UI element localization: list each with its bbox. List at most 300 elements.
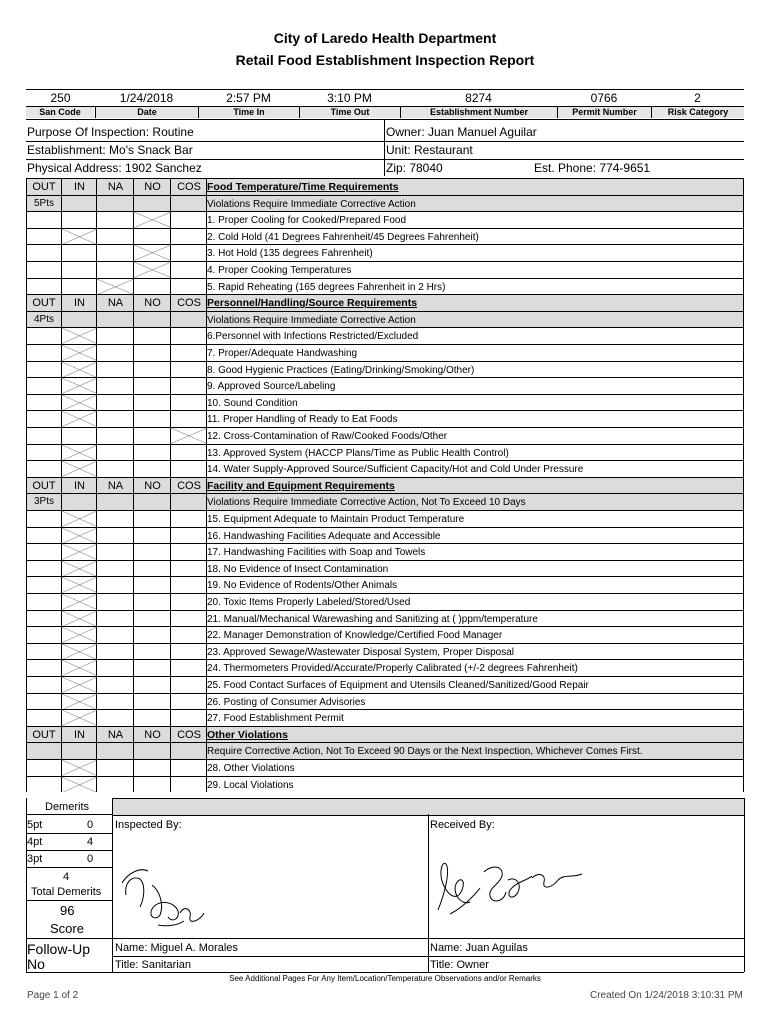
check-cell-no [134,611,171,627]
check-cell-no [134,229,171,245]
check-cell-cos [171,411,207,427]
header-value: 2 [694,91,701,105]
column-label-no: NO [144,181,161,193]
section-points: 4Pts [33,313,54,325]
check-cell-out [26,245,62,261]
section-title: Other Violations [207,728,288,741]
header-label: Risk Category [651,107,744,118]
checklist-item-row [26,643,744,660]
check-cell-no [134,362,171,378]
column-label-na: NA [107,181,124,193]
checklist-item-text: 18. No Evidence of Insect Contamination [207,563,389,575]
check-cell-na [97,694,134,710]
checklist-item-row [26,576,744,593]
check-cell-cos [171,677,207,693]
section-points: 3Pts [33,496,54,508]
section-subtitle-row [26,195,744,212]
header-value: 2:57 PM [226,91,271,105]
divider [26,814,112,815]
header-value: 8274 [465,91,492,105]
check-cell-cos [171,710,207,726]
check-cell-no [134,378,171,394]
x-mark-icon [62,528,97,544]
page-number: Page 1 of 2 [27,990,79,1001]
section-header-row [26,294,744,311]
section-title: Food Temperature/Time Requirements [207,181,399,193]
header-value: 250 [50,91,71,105]
purpose-of-inspection: Purpose Of Inspection: Routine [27,125,194,139]
check-cell-na [97,743,134,759]
checklist-item-text: 22. Manager Demonstration of Knowledge/Certified Food Manager [207,630,503,642]
checklist-item-row [26,693,744,710]
column-label-out: OUT [32,297,56,310]
header-label: Time Out [299,107,400,118]
header-label: Time In [198,107,299,118]
x-mark-icon [62,395,97,411]
column-label-na: NA [107,728,124,741]
checklist-item-text: 6.Personnel with Infections Restricted/Excluded [207,331,419,343]
checklist-item-row [26,527,744,544]
check-cell-no [134,511,171,527]
checklist-item-text: 14. Water Supply-Approved Source/Sufficient Capacity/Hot and Cold Under Pressure [207,464,584,476]
divider [112,938,744,939]
receiver-name: Name: Juan Aguilas [430,942,528,954]
x-mark-icon [62,611,97,627]
x-mark-icon [62,760,97,776]
checklist-item-row [26,560,744,577]
x-mark-icon [62,511,97,527]
header-label: Establishment Number [400,107,557,118]
check-cell-in [62,279,97,295]
x-mark-icon [134,212,171,228]
check-cell-no [134,660,171,676]
check-cell-na [97,428,134,444]
demerit-value-3pt: 0 [87,853,94,865]
check-cell-out [26,511,62,527]
check-cell-out [26,378,62,394]
check-cell-na [97,494,134,510]
checklist-item-row [26,709,744,726]
check-cell-na [97,660,134,676]
check-cell-out [26,611,62,627]
column-label-no: NO [144,297,161,310]
check-cell-no [134,494,171,510]
x-mark-icon [62,345,97,361]
check-cell-out [26,594,62,610]
check-cell-out [26,743,62,759]
checklist-item-text: 11. Proper Handling of Ready to Eat Foods [207,414,398,426]
column-label-out: OUT [32,181,56,193]
divider [384,119,385,176]
checklist-item-text: 10. Sound Condition [207,397,298,409]
checklist-item-row [26,444,744,461]
checklist-item-row [26,410,744,427]
check-cell-out [26,627,62,643]
demerit-value-4pt: 4 [87,836,94,848]
report-title-department: City of Laredo Health Department [273,30,497,46]
unit-type: Unit: Restaurant [386,143,473,157]
check-cell-na [97,362,134,378]
check-cell-na [97,312,134,328]
checklist-item-text: 24. Thermometers Provided/Accurate/Properly Calibrated (+/-2 degrees Fahrenheit) [207,663,578,675]
check-cell-cos [171,229,207,245]
checklist-item-row [26,543,744,560]
section-points: 5Pts [33,197,54,209]
check-cell-na [97,644,134,660]
column-label-in: IN [74,297,85,310]
check-cell-na [97,760,134,776]
column-label-in: IN [74,479,85,492]
x-mark-icon [97,279,134,295]
checklist-item-text: 28. Other Violations [207,763,295,774]
checklist-item-text: 25. Food Contact Surfaces of Equipment and Utensils Cleaned/Sanitized/Good Repair [207,680,589,691]
check-cell-out [26,544,62,560]
checklist-item-row [26,676,744,693]
total-demerits-value: 4 [63,871,70,883]
check-cell-no [134,312,171,328]
x-mark-icon [62,660,97,676]
border [744,798,745,972]
owner: Owner: Juan Manuel Aguilar [386,125,537,139]
check-cell-cos [171,445,207,461]
divider [112,956,744,957]
check-cell-no [134,279,171,295]
check-cell-no [134,544,171,560]
check-cell-out [26,362,62,378]
checklist-item-row [26,228,744,245]
checklist-item-row [26,278,744,295]
remarks-note: See Additional Pages For Any Item/Location/Temperature Observations and/or Remarks [229,974,541,983]
checklist-item-row [26,261,744,278]
check-cell-cos [171,279,207,295]
checklist-item-row [26,776,744,793]
check-cell-no [134,710,171,726]
x-mark-icon [62,411,97,427]
column-label-cos: COS [177,181,201,193]
check-cell-cos [171,494,207,510]
check-cell-na [97,627,134,643]
check-cell-cos [171,627,207,643]
checklist-item-row [26,510,744,527]
section-subtitle: Violations Require Immediate Corrective Action [207,314,416,326]
check-cell-cos [171,245,207,261]
check-cell-cos [171,345,207,361]
check-cell-na [97,411,134,427]
check-cell-cos [171,777,207,793]
divider [26,938,112,939]
check-cell-no [134,411,171,427]
check-cell-cos [171,511,207,527]
inspected-by-label: Inspected By: [115,819,182,831]
header-value: 1/24/2018 [119,91,174,105]
check-cell-cos [171,594,207,610]
check-cell-cos [171,694,207,710]
check-cell-cos [171,262,207,278]
x-mark-icon [62,328,97,344]
receiver-signature-image [432,850,592,930]
checklist-item-row [26,626,744,643]
column-label-na: NA [107,297,124,310]
check-cell-no [134,627,171,643]
check-cell-no [134,743,171,759]
check-cell-cos [171,577,207,593]
checklist-item-text: 4. Proper Cooking Temperatures [207,265,352,276]
check-cell-no [134,644,171,660]
check-cell-na [97,677,134,693]
section-title: Personnel/Handling/Source Requirements [207,297,418,310]
check-cell-no [134,345,171,361]
checklist-item-text: 29. Local Violations [207,779,294,791]
check-cell-out [26,777,62,793]
column-label-cos: COS [177,297,201,310]
check-cell-out [26,577,62,593]
x-mark-icon [134,262,171,278]
checklist-item-row [26,377,744,394]
column-label-cos: COS [177,479,201,492]
x-mark-icon [62,461,97,477]
check-cell-no [134,594,171,610]
check-cell-na [97,229,134,245]
check-cell-na [97,245,134,261]
header-top-border [26,89,744,90]
check-cell-no [134,777,171,793]
checklist-item-text: 5. Rapid Reheating (165 degrees Fahrenheit in 2 Hrs) [207,281,446,293]
checklist-item-text: 12. Cross-Contamination of Raw/Cooked Foods/Other [207,431,448,442]
physical-address: Physical Address: 1902 Sanchez [27,161,202,175]
check-cell-cos [171,461,207,477]
x-mark-icon [62,777,97,793]
checklist-item-row [26,427,744,444]
check-cell-out [26,760,62,776]
check-cell-na [97,345,134,361]
checklist-item-text: 15. Equipment Adequate to Maintain Product Temperature [207,514,465,525]
checklist-item-row [26,394,744,411]
demerit-label-3pt: 3pt [27,853,43,865]
inspector-signature-image [118,855,218,930]
checklist-item-row [26,460,744,477]
checklist-item-text: 1. Proper Cooling for Cooked/Prepared Food [207,215,407,227]
checklist-item-text: 7. Proper/Adequate Handwashing [207,348,358,359]
column-label-no: NO [144,728,161,741]
x-mark-icon [62,694,97,710]
check-cell-out [26,262,62,278]
header-value: 0766 [590,91,618,105]
check-cell-na [97,395,134,411]
section-subtitle-row [26,311,744,328]
check-cell-in [62,245,97,261]
demerit-label-5pt: 5pt [27,819,43,831]
divider [26,900,112,901]
check-cell-cos [171,660,207,676]
check-cell-out [26,345,62,361]
check-cell-out [26,428,62,444]
check-cell-out [26,279,62,295]
check-cell-no [134,461,171,477]
check-cell-cos [171,362,207,378]
x-mark-icon [62,229,97,245]
check-cell-out [26,644,62,660]
divider [26,106,744,107]
header-value: 3:10 PM [327,91,372,105]
section-title: Facility and Equipment Requirements [207,479,395,492]
checklist-item-row [26,610,744,627]
check-cell-cos [171,544,207,560]
follow-up-label: Follow-Up [27,941,91,957]
checklist-item-text: 20. Toxic Items Properly Labeled/Stored/Used [207,597,411,608]
check-cell-cos [171,528,207,544]
check-cell-na [97,594,134,610]
column-label-out: OUT [32,728,56,741]
checklist-item-row [26,244,744,261]
check-cell-cos [171,760,207,776]
score-label: Score [50,921,84,936]
check-cell-in [62,262,97,278]
checklist-item-text: 23. Approved Sewage/Wastewater Disposal System, Proper Disposal [207,646,514,658]
checklist-item-text: 26. Posting of Consumer Advisories [207,696,366,708]
check-cell-no [134,428,171,444]
check-cell-out [26,212,62,228]
check-cell-in [62,428,97,444]
checklist-item-text: 13. Approved System (HACCP Plans/Time as Public Health Control) [207,447,509,459]
header-bottom-border [26,119,744,120]
demerit-label-4pt: 4pt [27,836,43,848]
check-cell-cos [171,611,207,627]
checklist-item-text: 21. Manual/Mechanical Warewashing and Sanitizing at ( )ppm/temperature [207,613,538,625]
establishment-name: Establishment: Mo's Snack Bar [27,143,193,157]
check-cell-in [62,212,97,228]
x-mark-icon [62,710,97,726]
check-cell-na [97,511,134,527]
section-header-row [26,726,744,743]
checklist-item-text: 17. Handwashing Facilities with Soap and Towels [207,547,426,559]
header-label: San Code [26,107,94,118]
x-mark-icon [171,428,207,444]
demerits-heading: Demerits [45,801,90,813]
column-label-in: IN [74,728,85,741]
check-cell-na [97,710,134,726]
x-mark-icon [62,362,97,378]
checklist-item-text: 27. Food Establishment Permit [207,713,344,725]
x-mark-icon [62,561,97,577]
checklist-item-row [26,327,744,344]
inspector-name: Name: Miguel A. Morales [115,942,238,954]
check-cell-out [26,694,62,710]
check-cell-cos [171,312,207,328]
check-cell-no [134,694,171,710]
report-title: Retail Food Establishment Inspection Report [235,52,535,68]
check-cell-na [97,777,134,793]
check-cell-na [97,461,134,477]
section-header-row [26,477,744,494]
check-cell-out [26,710,62,726]
section-subtitle: Require Corrective Action, Not To Exceed 90 Days or the Next Inspection, Whichever Comes First. [207,746,643,758]
check-cell-na [97,328,134,344]
check-cell-na [97,445,134,461]
check-cell-na [97,262,134,278]
check-cell-out [26,461,62,477]
check-cell-no [134,561,171,577]
check-cell-out [26,561,62,577]
check-cell-no [134,395,171,411]
check-cell-na [97,212,134,228]
zip-code: Zip: 78040 [386,161,443,175]
demerit-value-5pt: 0 [87,819,94,831]
checklist-item-text: 3. Hot Hold (135 degrees Fahrenheit) [207,248,373,260]
check-cell-out [26,328,62,344]
section-subtitle: Violations Require Immediate Corrective Action, Not To Exceed 10 Days [207,497,526,509]
receiver-title: Title: Owner [430,959,489,971]
check-cell-na [97,611,134,627]
total-demerits-label: Total Demerits [31,886,102,898]
score-value: 96 [60,903,75,918]
x-mark-icon [62,577,97,593]
x-mark-icon [62,644,97,660]
checklist-item-text: 2. Cold Hold (41 Degrees Fahrenheit/45 Degrees Fahrenheit) [207,231,479,243]
border [112,798,113,972]
column-label-na: NA [107,479,124,492]
check-cell-in [62,494,97,510]
follow-up-value: No [27,956,45,972]
check-cell-no [134,196,171,212]
received-by-label: Received By: [430,819,495,831]
section-subtitle-row [26,493,744,510]
bottom-border [26,972,744,973]
column-label-no: NO [144,479,161,492]
checklist-item-row [26,759,744,776]
check-cell-in [62,743,97,759]
check-cell-no [134,328,171,344]
section-subtitle: Violations Require Immediate Corrective Action [207,198,416,210]
check-cell-cos [171,212,207,228]
checklist-item-text: 19. No Evidence of Rodents/Other Animals [207,580,398,592]
check-cell-out [26,411,62,427]
check-cell-na [97,196,134,212]
header-label: Permit Number [557,107,651,118]
check-cell-out [26,229,62,245]
check-cell-na [97,577,134,593]
check-cell-cos [171,328,207,344]
x-mark-icon [62,594,97,610]
inspector-title: Title: Sanitarian [115,959,192,971]
x-mark-icon [134,245,171,261]
x-mark-icon [62,627,97,643]
check-cell-cos [171,378,207,394]
checklist-item-text: 8. Good Hygienic Practices (Eating/Drinking/Smoking/Other) [207,364,475,376]
check-cell-na [97,544,134,560]
created-timestamp: Created On 1/24/2018 3:10:31 PM [590,990,743,1001]
checklist-item-row [26,211,744,228]
check-cell-out [26,677,62,693]
x-mark-icon [62,677,97,693]
checklist-item-row [26,361,744,378]
check-cell-na [97,561,134,577]
checklist-item-row [26,344,744,361]
checklist-item-text: 9. Approved Source/Labeling [207,381,336,393]
check-cell-out [26,660,62,676]
checklist-item-row [26,659,744,676]
check-cell-in [62,312,97,328]
check-cell-out [26,445,62,461]
check-cell-no [134,760,171,776]
divider [26,867,112,868]
check-cell-cos [171,561,207,577]
column-label-in: IN [74,181,85,193]
section-subtitle-row [26,742,744,759]
check-cell-no [134,528,171,544]
check-cell-out [26,528,62,544]
x-mark-icon [62,378,97,394]
check-cell-na [97,378,134,394]
